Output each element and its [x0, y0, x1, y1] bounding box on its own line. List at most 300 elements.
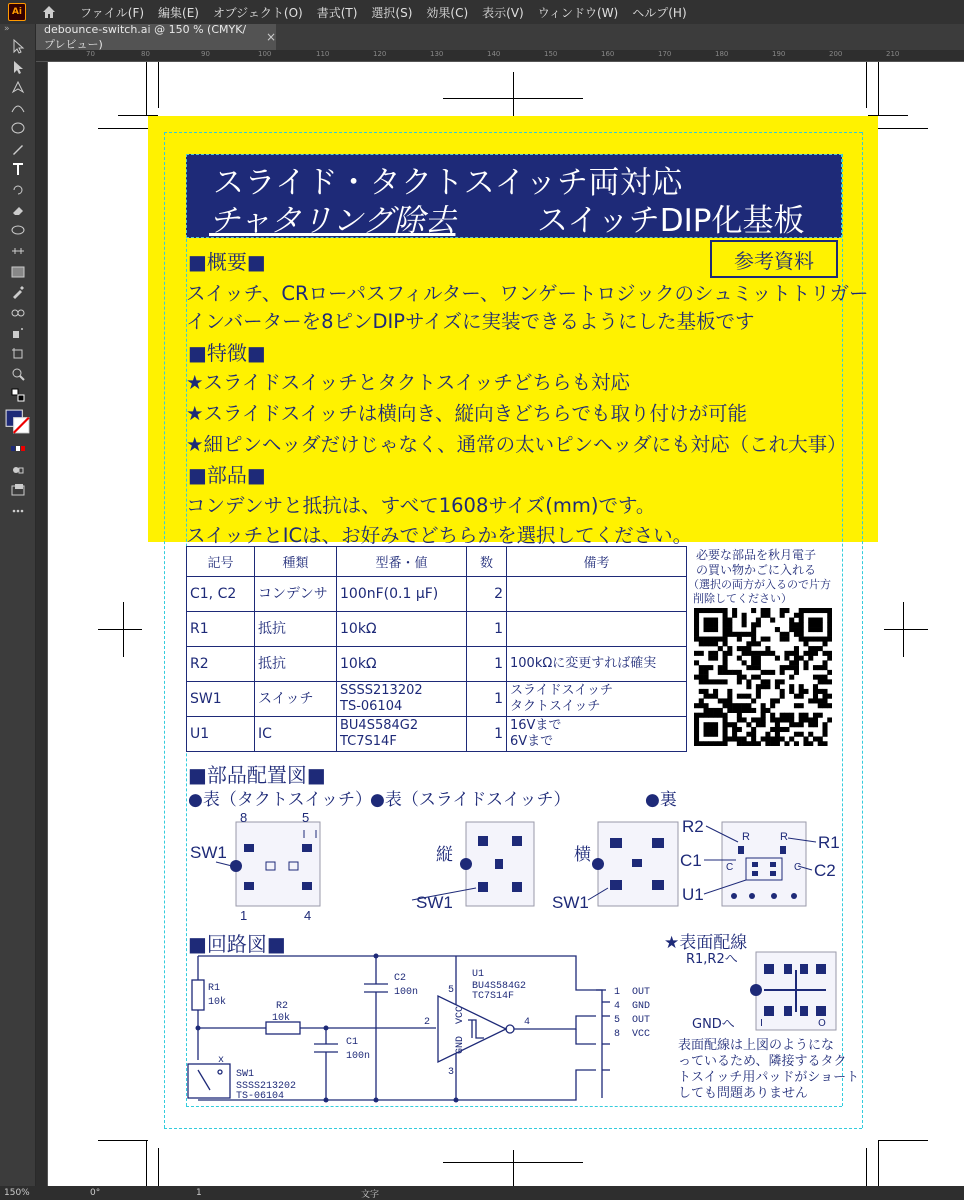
document-tab-bar	[36, 24, 964, 50]
qr-module	[718, 713, 723, 718]
front-tact-heading[interactable]: ●表（タクトスイッチ）	[188, 790, 372, 810]
blend-tool-icon[interactable]	[0, 303, 36, 324]
qr-module	[799, 627, 804, 632]
qr-module	[780, 713, 785, 718]
pad	[752, 871, 758, 876]
qr-module	[827, 618, 832, 623]
connector-pin: 4	[614, 1001, 621, 1012]
direct-selection-tool-icon[interactable]	[0, 57, 36, 78]
qr-module	[737, 736, 742, 741]
menu-object[interactable]: オブジェクト(O)	[212, 5, 303, 20]
crop-mark	[123, 602, 124, 657]
qr-module	[732, 722, 737, 727]
pad-label: O	[818, 1018, 826, 1029]
qr-module	[775, 684, 780, 689]
qr-module	[770, 670, 775, 675]
panel-grip-icon[interactable]: »	[4, 24, 10, 34]
pad	[652, 838, 664, 848]
qr-module	[751, 651, 756, 656]
selection-tool-icon[interactable]	[0, 36, 36, 57]
qr-module	[742, 646, 747, 651]
qr-module	[799, 622, 804, 627]
qr-module	[742, 675, 747, 680]
qr-module	[827, 670, 832, 675]
junction	[324, 1026, 329, 1031]
qr-module	[694, 732, 699, 737]
crop-mark	[866, 1148, 867, 1186]
table-cell: R1	[187, 612, 255, 647]
qr-module	[789, 660, 794, 665]
qr-module	[794, 622, 799, 627]
status-bar	[0, 1186, 964, 1200]
qr-module	[708, 722, 713, 727]
menu-bar	[0, 0, 964, 24]
qr-module	[799, 694, 804, 699]
qr-module	[784, 656, 789, 661]
qr-module	[756, 694, 761, 699]
qr-module	[803, 665, 808, 670]
qr-module	[727, 703, 732, 708]
eraser-tool-icon[interactable]	[0, 200, 36, 221]
pad	[800, 964, 808, 974]
close-icon[interactable]: ×	[265, 30, 276, 44]
horizontal-ruler[interactable]	[36, 50, 964, 62]
qr-module	[789, 736, 794, 741]
pen-tool-icon[interactable]	[0, 77, 36, 98]
qr-module	[694, 651, 699, 656]
tools-panel	[0, 24, 36, 1186]
qr-module	[775, 698, 780, 703]
no-connect-label: x	[218, 1055, 225, 1066]
qr-module	[737, 694, 742, 699]
pad	[460, 858, 472, 870]
qr-module	[794, 670, 799, 675]
table-header-row	[187, 547, 687, 577]
qr-caption[interactable]: 削除してください）	[693, 592, 792, 605]
table-cell: 10kΩ	[337, 612, 467, 647]
qr-module	[794, 722, 799, 727]
qr-module	[727, 618, 732, 623]
qr-module	[732, 727, 737, 732]
surface-note: 表面配線は上図のようにな	[678, 1038, 835, 1053]
leader-line	[216, 862, 232, 866]
table-cell-line: TC7S14F	[340, 734, 397, 749]
menu-edit[interactable]: 編集(E)	[158, 5, 199, 20]
qr-module	[723, 651, 728, 656]
qr-module	[723, 698, 728, 703]
qr-module	[704, 679, 709, 684]
more-tools-icon[interactable]	[0, 501, 36, 522]
r2-label: R2	[682, 817, 704, 836]
connector-pin: 8	[614, 1029, 621, 1040]
qr-module	[775, 627, 780, 632]
table-cell: C1, C2	[187, 577, 255, 612]
qr-module	[827, 651, 832, 656]
pad	[771, 893, 777, 899]
qr-module	[694, 736, 699, 741]
qr-module	[723, 665, 728, 670]
sw1-label: SW1	[416, 893, 453, 912]
qr-module	[770, 618, 775, 623]
qr-module	[718, 646, 723, 651]
qr-module	[813, 646, 818, 651]
lasso-tool-icon[interactable]	[0, 221, 36, 242]
qr-module	[765, 670, 770, 675]
ruler-label: 200	[829, 50, 843, 58]
parts-heading[interactable]: ■部品■	[188, 463, 266, 487]
qr-module	[818, 646, 823, 651]
qr-module	[727, 632, 732, 637]
qr-module	[803, 689, 808, 694]
document-tab[interactable]	[36, 24, 276, 50]
resistor-r1	[192, 980, 204, 1010]
qr-module	[808, 732, 813, 737]
qr-module	[818, 679, 823, 684]
gradient-tool-icon[interactable]	[0, 262, 36, 283]
placement-diagram[interactable]	[186, 804, 846, 924]
qr-module	[751, 727, 756, 732]
menu-help[interactable]: ヘルプ(H)	[632, 5, 687, 20]
qr-module	[808, 722, 813, 727]
artboard-tool-icon[interactable]	[0, 344, 36, 365]
title-banner[interactable]	[186, 154, 842, 238]
zoom-tool-icon[interactable]	[0, 364, 36, 385]
app-icon[interactable]: Ai	[8, 3, 26, 21]
qr-module	[708, 679, 713, 684]
qr-module	[794, 694, 799, 699]
qr-module	[732, 608, 737, 613]
parts-line-2[interactable]: スイッチとICは、お好みでどちらかを選択してください。	[186, 524, 693, 547]
crop-mark	[878, 1140, 928, 1141]
feature-item[interactable]: ★細ピンヘッダだけじゃなく、通常の太いピンヘッダにも対応（これ大事）	[186, 433, 847, 456]
rotate-tool-icon[interactable]	[0, 180, 36, 201]
qr-module	[765, 646, 770, 651]
surface-wiring-heading[interactable]: ★表面配線	[664, 933, 748, 953]
crop-mark	[878, 62, 879, 116]
qr-module	[718, 637, 723, 642]
qr-module	[723, 613, 728, 618]
qr-module	[723, 656, 728, 661]
qr-module	[813, 694, 818, 699]
vertical-ruler[interactable]	[36, 62, 48, 1186]
qr-module	[818, 689, 823, 694]
table-cell-line: スライドスイッチ	[510, 683, 613, 698]
title-line-2: スイッチDIP化基板	[537, 203, 805, 239]
qr-module	[808, 608, 813, 613]
junction	[324, 1098, 329, 1103]
qr-module	[794, 703, 799, 708]
qr-module	[704, 703, 709, 708]
qr-module	[813, 717, 818, 722]
rotation-value[interactable]: 0°	[90, 1188, 101, 1198]
qr-module	[822, 741, 827, 746]
home-icon[interactable]	[40, 3, 58, 21]
qr-module	[775, 732, 780, 737]
pad	[764, 964, 774, 974]
qr-module	[799, 713, 804, 718]
qr-module	[751, 736, 756, 741]
qr-module	[765, 684, 770, 689]
qr-module	[799, 703, 804, 708]
qr-module	[742, 651, 747, 656]
qr-module	[794, 632, 799, 637]
qr-module	[813, 675, 818, 680]
qr-module	[803, 608, 808, 613]
qr-module	[746, 741, 751, 746]
ref-label: R1	[208, 983, 221, 994]
qr-module	[699, 679, 704, 684]
qr-module	[827, 632, 832, 637]
surface-wiring-diagram[interactable]	[748, 950, 844, 1032]
qr-module	[818, 637, 823, 642]
table-cell: コンデンサ	[255, 577, 337, 612]
qr-module	[808, 618, 813, 623]
draw-mode-icon[interactable]	[0, 460, 36, 481]
qr-caption[interactable]: 必要な部品を秋月電子	[696, 548, 817, 562]
pin-number: 5	[448, 985, 455, 996]
ruler-label: 150	[544, 50, 558, 58]
table-cell	[507, 717, 687, 752]
feature-item[interactable]: ★スライドスイッチは横向き、縦向きどちらでも取り付けが可能	[186, 402, 747, 425]
qr-module	[746, 708, 751, 713]
qr-module	[704, 637, 709, 642]
overview-line-1[interactable]: スイッチ、CRローパスフィルター、ワンゲートロジックのシュミットトリガー	[186, 282, 869, 305]
qr-module	[723, 660, 728, 665]
table-cell: スイッチ	[255, 682, 337, 717]
pin-label: 4	[304, 908, 312, 923]
fill-stroke-swatch-icon[interactable]	[0, 405, 36, 439]
qr-module	[794, 646, 799, 651]
qr-module	[727, 722, 732, 727]
eyedropper-tool-icon[interactable]	[0, 282, 36, 303]
ellipse-tool-icon[interactable]	[0, 118, 36, 139]
reference-badge[interactable]: 参考資料	[710, 240, 838, 278]
menu-effect[interactable]: 効果(C)	[426, 5, 469, 20]
qr-module	[737, 637, 742, 642]
qr-module	[780, 727, 785, 732]
menu-type[interactable]: 書式(T)	[316, 5, 358, 20]
pad	[752, 862, 758, 867]
zoom-level[interactable]: 150%	[4, 1188, 30, 1198]
overview-line-2[interactable]: インバーターを8ピンDIPサイズに実装できるようにした基板です	[186, 310, 755, 333]
connector-label: VCC	[632, 1029, 651, 1040]
qr-module	[799, 608, 804, 613]
connector-label: GND	[632, 1001, 651, 1012]
qr-module	[732, 708, 737, 713]
qr-module	[708, 608, 713, 613]
column-header: 型番・値	[337, 547, 467, 577]
pad	[750, 984, 762, 996]
type-tool-icon[interactable]	[0, 159, 36, 180]
qr-module	[765, 651, 770, 656]
features-heading[interactable]: ■特徴■	[188, 341, 266, 365]
qr-module	[775, 679, 780, 684]
qr-code-icon[interactable]	[694, 608, 832, 746]
qr-module	[780, 665, 785, 670]
qr-module	[713, 622, 718, 627]
parts-table[interactable]	[186, 546, 687, 752]
curvature-tool-icon[interactable]	[0, 98, 36, 119]
qr-module	[708, 708, 713, 713]
qr-module	[789, 713, 794, 718]
qr-module	[799, 613, 804, 618]
pad	[816, 964, 826, 974]
qr-module	[694, 608, 699, 613]
qr-module	[775, 722, 780, 727]
qr-module	[761, 637, 766, 642]
table-row	[187, 717, 687, 752]
connector-pin: 1	[614, 987, 621, 998]
qr-module	[737, 717, 742, 722]
pad-label: I	[760, 1018, 763, 1029]
table-cell: 100kΩに変更すれば確実	[507, 647, 687, 682]
qr-module	[713, 627, 718, 632]
qr-module	[708, 622, 713, 627]
qr-module	[765, 736, 770, 741]
qr-module	[770, 713, 775, 718]
crop-mark	[158, 1148, 159, 1186]
back-heading[interactable]: ●裏	[645, 790, 677, 810]
table-cell-line: TS-06104	[340, 699, 403, 714]
qr-module	[770, 698, 775, 703]
default-colors-icon[interactable]	[0, 385, 36, 406]
qr-module	[713, 656, 718, 661]
qr-module	[794, 613, 799, 618]
qr-module	[704, 618, 709, 623]
crop-mark	[98, 128, 148, 129]
circuit-heading[interactable]: ■回路図■	[188, 932, 286, 956]
qr-module	[694, 660, 699, 665]
qr-module	[756, 684, 761, 689]
qr-module	[694, 727, 699, 732]
qr-module	[694, 741, 699, 746]
qr-module	[704, 708, 709, 713]
menu-file[interactable]: ファイル(F)	[80, 5, 145, 20]
qr-module	[756, 741, 761, 746]
pin-label: 5	[302, 810, 310, 825]
pad	[512, 882, 522, 892]
sw1-label: SW1	[190, 843, 227, 862]
qr-module	[713, 608, 718, 613]
qr-module	[799, 618, 804, 623]
qr-module	[784, 637, 789, 642]
qr-module	[789, 689, 794, 694]
qr-module	[704, 741, 709, 746]
feature-item[interactable]: ★スライドスイッチとタクトスイッチどちらも対応	[186, 371, 630, 394]
table-cell: 100nF(0.1 μF)	[337, 577, 467, 612]
wire	[576, 1029, 596, 1044]
screen-mode-icon[interactable]	[0, 480, 36, 501]
qr-module	[780, 689, 785, 694]
artboard-number[interactable]: 1	[196, 1188, 202, 1198]
ruler-label: 90	[201, 50, 210, 58]
parts-line-1[interactable]: コンデンサと抵抗は、すべて1608サイズ(mm)です。	[186, 494, 656, 517]
qr-module	[794, 656, 799, 661]
qr-module	[822, 679, 827, 684]
menu-select[interactable]: 選択(S)	[371, 5, 413, 20]
crop-mark	[146, 62, 147, 116]
qr-module	[822, 665, 827, 670]
qr-module	[780, 736, 785, 741]
pad	[302, 844, 312, 852]
column-header: 記号	[187, 547, 255, 577]
qr-module	[789, 684, 794, 689]
table-cell	[337, 717, 467, 752]
qr-module	[761, 703, 766, 708]
color-mode-icon[interactable]	[0, 439, 36, 460]
artboard-canvas[interactable]	[48, 62, 964, 1186]
ref-label: C1	[346, 1037, 359, 1048]
qr-module	[704, 622, 709, 627]
qr-module	[780, 694, 785, 699]
qr-module	[761, 651, 766, 656]
pin-number: 3	[448, 1067, 455, 1078]
qr-module	[765, 679, 770, 684]
symbol-sprayer-tool-icon[interactable]	[0, 323, 36, 344]
overview-heading[interactable]: ■概要■	[188, 250, 266, 274]
qr-module	[699, 651, 704, 656]
qr-module	[813, 637, 818, 642]
qr-module	[789, 651, 794, 656]
pin-label: 1	[240, 908, 248, 923]
qr-module	[727, 708, 732, 713]
qr-module	[751, 732, 756, 737]
qr-module	[713, 727, 718, 732]
qr-module	[818, 736, 823, 741]
ruler-label: 210	[886, 50, 900, 58]
pin-name: GND	[455, 1035, 466, 1054]
qr-module	[775, 741, 780, 746]
qr-module	[756, 641, 761, 646]
qr-module	[742, 618, 747, 623]
menu-view[interactable]: 表示(V)	[482, 5, 524, 20]
pad-label: C	[794, 862, 802, 873]
qr-module	[822, 694, 827, 699]
pad	[592, 858, 604, 870]
surface-note: っているため、隣接するタク	[678, 1054, 847, 1069]
schematic-diagram[interactable]	[186, 950, 676, 1110]
qr-module	[704, 627, 709, 632]
qr-module	[799, 632, 804, 637]
pad	[478, 836, 488, 846]
qr-module	[723, 627, 728, 632]
width-tool-icon[interactable]	[0, 241, 36, 262]
qr-module	[803, 713, 808, 718]
qr-caption[interactable]: （選択の両方が入るので片方	[688, 578, 831, 591]
qr-module	[756, 675, 761, 680]
menu-window[interactable]: ウィンドウ(W)	[537, 5, 619, 20]
pin-number: 2	[424, 1017, 431, 1028]
qr-module	[723, 618, 728, 623]
qr-module	[704, 665, 709, 670]
qr-module	[713, 651, 718, 656]
front-slide-heading[interactable]: ●表（スライドスイッチ）	[370, 790, 571, 810]
qr-module	[765, 608, 770, 613]
qr-module	[704, 713, 709, 718]
qr-module	[794, 665, 799, 670]
paintbrush-tool-icon[interactable]	[0, 139, 36, 160]
qr-module	[756, 618, 761, 623]
qr-module	[723, 679, 728, 684]
qr-module	[694, 632, 699, 637]
qr-caption[interactable]: の買い物かごに入れる	[696, 563, 817, 577]
placement-heading[interactable]: ■部品配置図■	[188, 763, 326, 787]
qr-module	[827, 637, 832, 642]
qr-module	[699, 608, 704, 613]
qr-module	[813, 665, 818, 670]
qr-module	[723, 717, 728, 722]
pad	[652, 880, 664, 890]
